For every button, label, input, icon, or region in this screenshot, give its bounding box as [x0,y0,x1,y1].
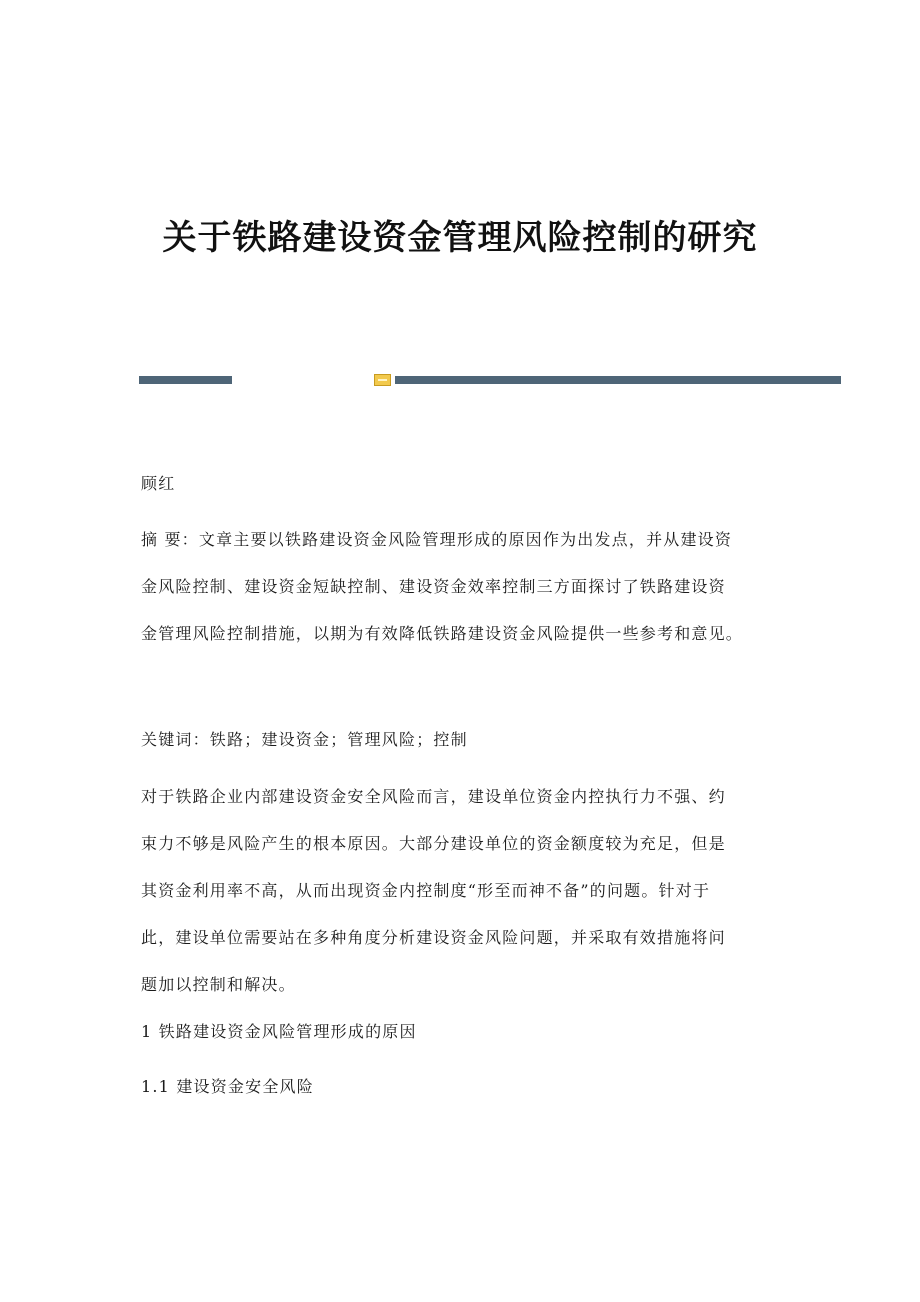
divider-bar-right [395,376,841,384]
section-heading-text: 1.1 建设资金安全风险 [141,1077,314,1096]
body-line: 对于铁路企业内部建设资金安全风险而言，建设单位资金内控执行力不强、约 [141,787,726,806]
section-heading-1 [141,1008,791,1055]
abstract [141,516,791,657]
divider-emblem-icon [374,374,391,386]
keywords-text: 关键词：铁路；建设资金；管理风险；控制 [141,730,468,749]
author [141,460,791,507]
section-heading-1-1 [141,1063,791,1110]
divider-bar-left [139,376,232,384]
body-line: 题加以控制和解决。 [141,975,296,994]
author-name: 顾红 [141,474,176,493]
title-divider [139,374,841,386]
abstract-line: 金风险控制、建设资金短缺控制、建设资金效率控制三方面探讨了铁路建设资 [141,577,726,596]
abstract-line: 摘 要：文章主要以铁路建设资金风险管理形成的原因作为出发点，并从建设资 [141,530,733,549]
body-paragraph [141,773,791,1008]
document-title: 关于铁路建设资金管理风险控制的研究 [162,218,758,258]
abstract-line: 金管理风险控制措施，以期为有效降低铁路建设资金风险提供一些参考和意见。 [141,624,744,643]
body-line: 此，建设单位需要站在多种角度分析建设资金风险问题，并采取有效措施将问 [141,928,726,947]
keywords [141,716,791,763]
section-heading-text: 1 铁路建设资金风险管理形成的原因 [141,1022,417,1041]
body-line: 其资金利用率不高，从而出现资金内控制度“形至而神不备”的问题。针对于 [141,881,711,900]
body-line: 束力不够是风险产生的根本原因。大部分建设单位的资金额度较为充足，但是 [141,834,726,853]
